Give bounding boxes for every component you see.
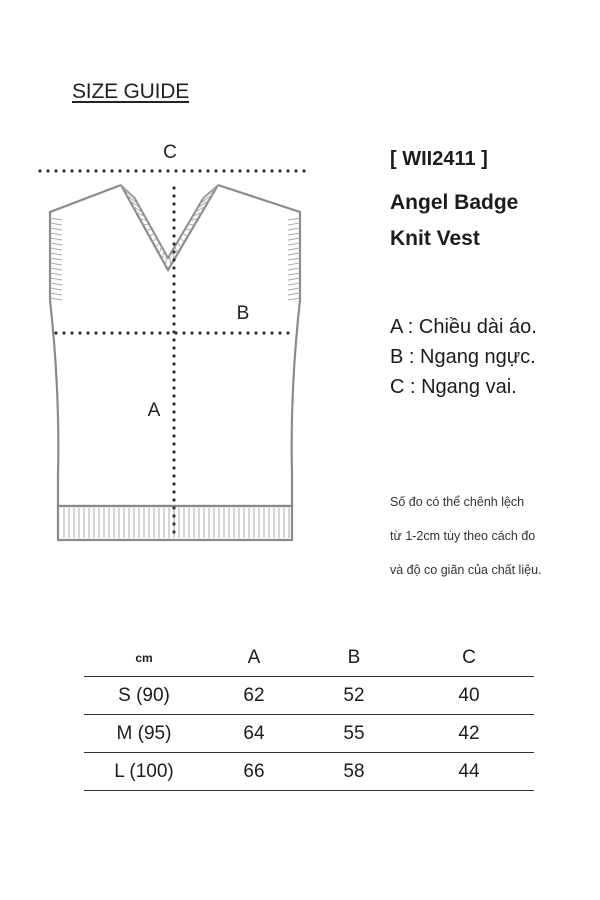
product-name-line2: Knit Vest — [390, 227, 480, 250]
legend-item-c: C : Ngang vai. — [390, 376, 517, 398]
measure-label-b: B — [236, 303, 250, 324]
legend-item-a: A : Chiều dài áo. — [390, 316, 537, 338]
table-row — [84, 753, 534, 791]
value-a-cell: 66 — [243, 760, 265, 782]
measure-lines — [40, 171, 310, 540]
legend-item-b: B : Ngang ngực. — [390, 346, 536, 368]
note-line-2: từ 1-2cm tùy theo cách đo — [390, 529, 536, 543]
measurement-note — [390, 485, 542, 587]
value-a-cell: 64 — [243, 722, 265, 744]
product-name-line1: Angel Badge — [390, 191, 519, 214]
collar-rib — [121, 185, 218, 258]
value-c-cell: 44 — [458, 760, 480, 782]
value-c-cell: 40 — [458, 684, 480, 706]
measurement-legend — [390, 312, 537, 402]
table-row — [84, 677, 534, 715]
vest-outline — [50, 185, 300, 506]
header-unit: cm — [135, 651, 153, 665]
value-a-cell: 62 — [243, 684, 265, 706]
measure-label-c: C — [163, 142, 177, 163]
product-name — [390, 185, 518, 257]
header-b: B — [347, 647, 361, 668]
size-cell: L (100) — [114, 760, 174, 782]
measure-label-a: A — [147, 400, 161, 421]
size-cell: M (95) — [116, 722, 172, 744]
value-b-cell: 55 — [343, 722, 365, 744]
size-guide-title: SIZE GUIDE — [72, 80, 190, 103]
header-c: C — [462, 647, 476, 668]
note-line-3: và độ co giãn của chất liệu. — [390, 563, 542, 577]
size-table — [84, 640, 534, 791]
product-code: [ WII2411 ] — [390, 148, 488, 170]
header-a: A — [247, 647, 261, 668]
note-line-1: Số đo có thể chênh lệch — [390, 495, 525, 509]
size-cell: S (90) — [118, 684, 170, 706]
table-header-row — [84, 640, 534, 677]
value-c-cell: 42 — [458, 722, 480, 744]
value-b-cell: 52 — [343, 684, 365, 706]
value-b-cell: 58 — [343, 760, 365, 782]
table-row — [84, 715, 534, 753]
